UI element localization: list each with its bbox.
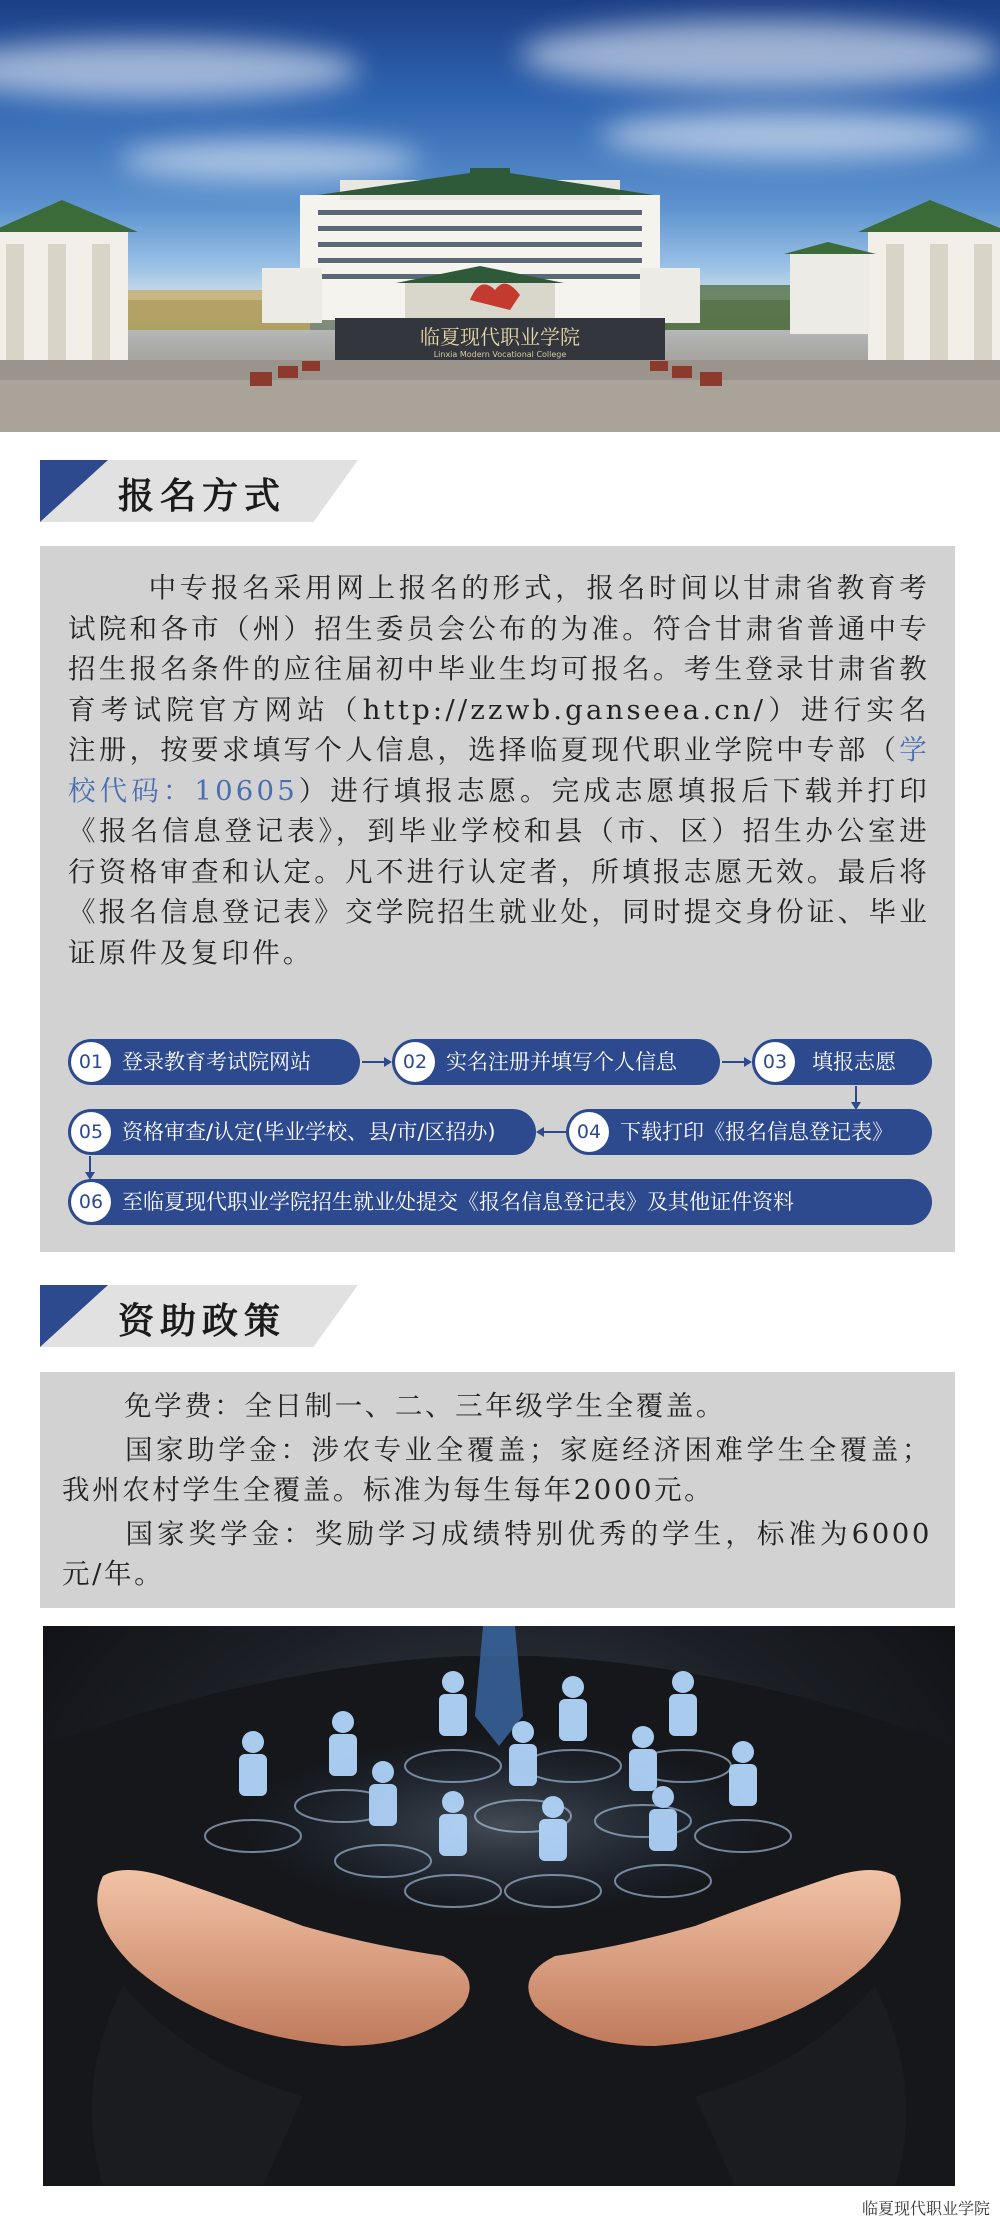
flow-step-06 (68, 1179, 932, 1225)
step-label: 填报志愿 (812, 1050, 896, 1074)
sign-text-en: Linxia Modern Vocational College (433, 350, 567, 359)
step-number: 03 (755, 1042, 795, 1082)
aid-item-scholarship (62, 1514, 932, 1594)
hands-network-illustration (43, 1626, 955, 2186)
step-number: 05 (71, 1112, 111, 1152)
flow-step-04 (566, 1109, 932, 1155)
step-label: 下载打印《报名信息登记表》 (620, 1120, 893, 1144)
registration-text-box (40, 546, 955, 1252)
flow-step-01 (68, 1039, 360, 1085)
section-header-aid (40, 1285, 360, 1347)
step-number: 01 (71, 1042, 111, 1082)
step-number: 06 (71, 1182, 111, 1222)
aid-item-grant (62, 1430, 932, 1510)
aid-text-box (40, 1372, 955, 1608)
registration-text-a: 中专报名采用网上报名的形式，报名时间以甘肃省教育考试院和各市（州）招生委员会公布的为准。符合甘肃省普通中专招生报名条件的应往届初中毕业生均可报名。考生登录甘肃省教育考试院官方网站（http://zzwb.ganseea.cn/）进行实名注册，按要求填写个人信息，选择临夏现代职业学院中专部（ (68, 572, 930, 766)
footer-credit: 临夏现代职业学院 (861, 2199, 990, 2218)
arrow-right-icon (362, 1054, 392, 1070)
sign-text-cn: 临夏现代职业学院 (420, 325, 580, 349)
aid-text: 免学费：全日制一、二、三年级学生全覆盖。 (124, 1390, 726, 1422)
registration-text-b: ）进行填报志愿。完成志愿填报后下载并打印《报名信息登记表》，到毕业学校和县（市、区）招生办公室进行资格审查和认定。凡不进行认定者，所填报志愿无效。最后将《报名信息登记表》交学院招生就业处，同时提交身份证、毕业证原件及复印件。 (68, 774, 930, 969)
step-label: 至临夏现代职业学院招生就业处提交《报名信息登记表》及其他证件资料 (122, 1190, 794, 1214)
step-number: 02 (395, 1042, 435, 1082)
aid-text: 国家奖学金：奖励学习成绩特别优秀的学生，标准为6000元/年。 (62, 1518, 932, 1590)
aid-item-tuition (62, 1386, 932, 1426)
school-code: 学校代码：10605 (68, 734, 930, 807)
step-label: 登录教育考试院网站 (122, 1050, 311, 1074)
section-title: 报名方式 (118, 475, 287, 517)
aid-text: 国家助学金：涉农专业全覆盖；家庭经济困难学生全覆盖；我州农村学生全覆盖。标准为每生每年2000元。 (62, 1434, 932, 1506)
section-title: 资助政策 (118, 1300, 287, 1342)
flow-step-02 (392, 1039, 720, 1085)
flow-step-05 (68, 1109, 536, 1155)
arrow-left-icon (536, 1124, 566, 1140)
registration-paragraph (68, 568, 930, 973)
step-label: 实名注册并填写个人信息 (446, 1050, 677, 1074)
hands-network-photo (43, 1626, 955, 2186)
arrow-right-icon (722, 1054, 752, 1070)
arrow-down-icon (848, 1086, 864, 1110)
campus-photo (0, 0, 1000, 432)
arrow-down-icon (82, 1156, 98, 1180)
campus-buildings (0, 0, 1000, 432)
section-header-registration (40, 460, 360, 522)
step-label: 资格审查/认定(毕业学校、县/市/区招办) (122, 1120, 496, 1144)
flow-step-03 (752, 1039, 932, 1085)
step-number: 04 (569, 1112, 609, 1152)
